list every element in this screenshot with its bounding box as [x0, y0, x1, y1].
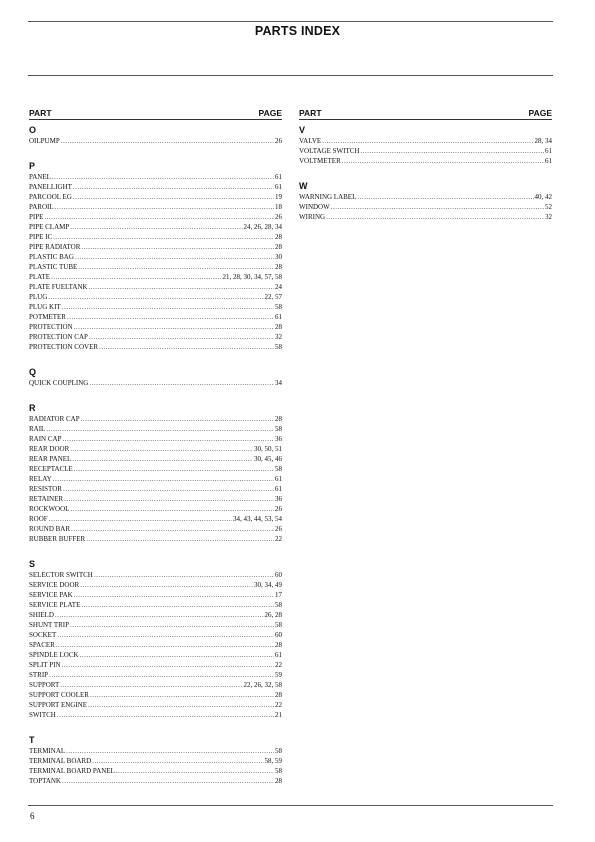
- dot-leader: [72, 454, 253, 464]
- section-letter: S: [29, 559, 36, 569]
- dot-leader: [99, 342, 274, 352]
- dot-leader: [48, 292, 263, 302]
- index-entry: [29, 292, 282, 302]
- part-name: PLUG KIT: [29, 303, 61, 311]
- part-name: RELAY: [29, 475, 52, 483]
- index-entry: [299, 136, 552, 146]
- page-references: 30, 50, 51: [254, 445, 282, 453]
- part-name: PROTECTION: [29, 323, 73, 331]
- index-entry: [29, 378, 282, 388]
- part-name: SUPPORT ENGINE: [29, 701, 87, 709]
- index-column-left: [29, 108, 282, 786]
- page-references: 28: [275, 323, 282, 331]
- section-letter: O: [29, 125, 37, 135]
- dot-leader: [57, 630, 274, 640]
- dot-leader: [60, 680, 242, 690]
- index-entry: [29, 600, 282, 610]
- page-references: 58: [275, 747, 282, 755]
- index-entry: [29, 474, 282, 484]
- page-references: 28: [275, 263, 282, 271]
- page-references: 61: [275, 475, 282, 483]
- dot-leader: [49, 514, 232, 524]
- index-section: [29, 124, 282, 146]
- part-name: WARNING LABEL: [299, 193, 357, 201]
- index-entry: [29, 494, 282, 504]
- page-references: 34: [275, 379, 282, 387]
- dot-leader: [116, 766, 274, 776]
- page-references: 28: [275, 777, 282, 785]
- page-references: 34, 43, 44, 53, 54: [233, 515, 282, 523]
- dot-leader: [49, 670, 274, 680]
- page-references: 28: [275, 641, 282, 649]
- page-references: 21: [275, 711, 282, 719]
- part-name: STRIP: [29, 671, 49, 679]
- part-name: VOLTMETER: [299, 157, 341, 165]
- index-entry: [29, 136, 282, 146]
- part-name: SPINDLE LOCK: [29, 651, 79, 659]
- part-name: RECEPTACLE: [29, 465, 73, 473]
- index-entry: [29, 756, 282, 766]
- dot-leader: [70, 444, 253, 454]
- page-references: 24: [275, 283, 282, 291]
- index-entry: [29, 322, 282, 332]
- page-references: 22: [275, 535, 282, 543]
- page-references: 58: [275, 601, 282, 609]
- index-entry: [29, 630, 282, 640]
- part-name: SUPPORT COOLER: [29, 691, 89, 699]
- index-entry: [299, 202, 552, 212]
- part-name: RUBBER BUFFER: [29, 535, 86, 543]
- part-name: ROOF: [29, 515, 48, 523]
- index-entry: [29, 454, 282, 464]
- left-sections: [29, 124, 282, 786]
- page-references: 60: [275, 631, 282, 639]
- dot-leader: [357, 192, 533, 202]
- index-entry: [29, 660, 282, 670]
- page-references: 21, 28, 30, 34, 57, 58: [222, 273, 282, 281]
- dot-leader: [89, 378, 274, 388]
- index-section: [29, 160, 282, 352]
- page-references: 28: [275, 243, 282, 251]
- index-entry: [29, 610, 282, 620]
- index-entry: [29, 650, 282, 660]
- dot-leader: [56, 640, 274, 650]
- page-number: 6: [30, 811, 35, 821]
- dot-leader: [74, 322, 274, 332]
- page-references: 22: [275, 701, 282, 709]
- page-references: 36: [275, 435, 282, 443]
- index-section: [29, 734, 282, 786]
- part-name: WINDOW: [299, 203, 330, 211]
- part-name: SUPPORT: [29, 681, 60, 689]
- part-name: PLASTIC TUBE: [29, 263, 78, 271]
- part-name: SOCKET: [29, 631, 57, 639]
- dot-leader: [80, 650, 274, 660]
- page-references: 18: [275, 203, 282, 211]
- part-name: REAR PANEL: [29, 455, 72, 463]
- page-references: 24, 26, 28, 34: [243, 223, 282, 231]
- top-rule: [28, 21, 553, 22]
- column-header: [299, 108, 552, 120]
- page-references: 22: [275, 661, 282, 669]
- dot-leader: [326, 212, 544, 222]
- dot-leader: [86, 534, 274, 544]
- part-name: RAIL: [29, 425, 46, 433]
- dot-leader: [62, 302, 274, 312]
- index-entry: [29, 640, 282, 650]
- page-references: 61: [275, 651, 282, 659]
- index-entry: [29, 434, 282, 444]
- page-references: 61: [275, 183, 282, 191]
- index-entry: [29, 424, 282, 434]
- dot-leader: [62, 660, 274, 670]
- part-name: PIPE IC: [29, 233, 53, 241]
- page-references: 58: [275, 343, 282, 351]
- page-references: 30, 45, 46: [254, 455, 282, 463]
- dot-leader: [89, 332, 274, 342]
- dot-leader: [89, 282, 275, 292]
- index-section: [299, 180, 552, 222]
- index-entry: [29, 766, 282, 776]
- part-name: QUICK COUPLING: [29, 379, 89, 387]
- index-entry: [29, 690, 282, 700]
- index-entry: [29, 182, 282, 192]
- part-name: PIPE RADIATOR: [29, 243, 81, 251]
- index-entry: [29, 242, 282, 252]
- index-entry: [29, 524, 282, 534]
- page-references: 30: [275, 253, 282, 261]
- page-references: 32: [545, 213, 552, 221]
- dot-leader: [51, 272, 222, 282]
- part-name: PANEL: [29, 173, 51, 181]
- part-name: PLATE: [29, 273, 50, 281]
- part-name: ROUND BAR: [29, 525, 71, 533]
- part-name: PROTECTION COVER: [29, 343, 99, 351]
- part-name: PLUG: [29, 293, 48, 301]
- title-bottom-rule: [28, 75, 553, 76]
- index-entry: [299, 192, 552, 202]
- index-entry: [299, 212, 552, 222]
- page-references: 22, 57: [264, 293, 282, 301]
- dot-leader: [90, 690, 274, 700]
- index-entry: [29, 504, 282, 514]
- page-header: PAGE: [258, 108, 282, 118]
- part-name: PIPE CLAMP: [29, 223, 70, 231]
- part-name: SPLIT PIN: [29, 661, 61, 669]
- page-references: 32: [275, 333, 282, 341]
- part-name: VOLTAGE SWITCH: [299, 147, 360, 155]
- page-references: 28: [275, 691, 282, 699]
- part-name: PLATE FUELTANK: [29, 283, 88, 291]
- index-entry: [29, 282, 282, 292]
- index-entry: [29, 580, 282, 590]
- part-name: PROTECTION CAP: [29, 333, 88, 341]
- part-name: SERVICE PAK: [29, 591, 73, 599]
- index-entry: [29, 414, 282, 424]
- dot-leader: [88, 700, 274, 710]
- page-references: 59: [275, 671, 282, 679]
- dot-leader: [94, 570, 274, 580]
- page-references: 17: [275, 591, 282, 599]
- page-references: 28: [275, 415, 282, 423]
- index-entry: [29, 222, 282, 232]
- index-entry: [29, 192, 282, 202]
- index-entry: [29, 746, 282, 756]
- section-letter: P: [29, 161, 36, 171]
- section-letter: W: [299, 181, 308, 191]
- index-entry: [29, 484, 282, 494]
- page-references: 61: [275, 173, 282, 181]
- dot-leader: [44, 212, 274, 222]
- part-name: RESISTOR: [29, 485, 62, 493]
- page-references: 28: [275, 233, 282, 241]
- index-entry: [29, 464, 282, 474]
- page-references: 61: [275, 485, 282, 493]
- page-references: 19: [275, 193, 282, 201]
- page-references: 26: [275, 137, 282, 145]
- part-name: VALVE: [299, 137, 322, 145]
- page-references: 61: [545, 147, 552, 155]
- part-name: OILPUMP: [29, 137, 60, 145]
- part-name: TERMINAL BOARD PANEL: [29, 767, 115, 775]
- page-references: 58: [275, 621, 282, 629]
- part-name: PAROIL: [29, 203, 54, 211]
- part-name: SERVICE DOOR: [29, 581, 80, 589]
- dot-leader: [55, 202, 274, 212]
- index-entry: [29, 514, 282, 524]
- dot-leader: [66, 746, 274, 756]
- dot-leader: [57, 710, 274, 720]
- dot-leader: [67, 312, 274, 322]
- part-name: SPACER: [29, 641, 55, 649]
- page-references: 52: [545, 203, 552, 211]
- page-references: 60: [275, 571, 282, 579]
- section-letter: V: [299, 125, 306, 135]
- index-entry: [29, 710, 282, 720]
- page-references: 40, 42: [534, 193, 552, 201]
- column-header: [29, 108, 282, 120]
- page-references: 28, 34: [534, 137, 552, 145]
- index-entry: [29, 534, 282, 544]
- index-column-right: [299, 108, 552, 222]
- dot-leader: [75, 252, 274, 262]
- index-entry: [29, 262, 282, 272]
- section-letter: R: [29, 403, 36, 413]
- part-name: PIPE: [29, 213, 44, 221]
- index-entry: [299, 146, 552, 156]
- dot-leader: [55, 610, 264, 620]
- dot-leader: [74, 464, 274, 474]
- index-entry: [29, 700, 282, 710]
- index-entry: [29, 332, 282, 342]
- dot-leader: [73, 192, 274, 202]
- page-references: 26: [275, 505, 282, 513]
- dot-leader: [61, 136, 274, 146]
- dot-leader: [74, 590, 274, 600]
- part-name: RETAINER: [29, 495, 64, 503]
- dot-leader: [53, 232, 274, 242]
- part-name: WIRING: [299, 213, 326, 221]
- index-entry: [29, 202, 282, 212]
- right-sections: [299, 124, 552, 222]
- page-references: 58: [275, 465, 282, 473]
- index-entry: [29, 312, 282, 322]
- part-name: SWITCH: [29, 711, 56, 719]
- index-entry: [29, 570, 282, 580]
- part-header: PART: [29, 108, 52, 118]
- part-name: POTMETER: [29, 313, 66, 321]
- index-entry: [29, 252, 282, 262]
- dot-leader: [70, 620, 274, 630]
- section-letter: Q: [29, 367, 37, 377]
- page-references: 30, 34, 49: [254, 581, 282, 589]
- part-name: RADIATOR CAP: [29, 415, 80, 423]
- index-entry: [299, 156, 552, 166]
- index-entry: [29, 272, 282, 282]
- index-entry: [29, 302, 282, 312]
- dot-leader: [62, 776, 274, 786]
- index-entry: [29, 680, 282, 690]
- part-name: PARCOOL EG: [29, 193, 72, 201]
- dot-leader: [52, 172, 274, 182]
- index-entry: [29, 776, 282, 786]
- page-title: PARTS INDEX: [254, 24, 341, 38]
- page-references: 61: [545, 157, 552, 165]
- page-references: 58: [275, 425, 282, 433]
- page-references: 58: [275, 303, 282, 311]
- dot-leader: [81, 242, 274, 252]
- part-name: TOPTANK: [29, 777, 61, 785]
- part-name: TERMINAL: [29, 747, 66, 755]
- dot-leader: [360, 146, 544, 156]
- part-name: RAIN CAP: [29, 435, 62, 443]
- dot-leader: [81, 414, 274, 424]
- part-name: PLASTIC BAG: [29, 253, 74, 261]
- part-name: SERVICE PLATE: [29, 601, 81, 609]
- index-entry: [29, 232, 282, 242]
- footer-rule: [28, 805, 553, 806]
- page-references: 58: [275, 767, 282, 775]
- dot-leader: [71, 524, 274, 534]
- index-entry: [29, 620, 282, 630]
- page-references: 36: [275, 495, 282, 503]
- dot-leader: [81, 600, 274, 610]
- dot-leader: [70, 222, 242, 232]
- index-entry: [29, 670, 282, 680]
- dot-leader: [331, 202, 544, 212]
- dot-leader: [80, 580, 253, 590]
- part-name: REAR DOOR: [29, 445, 70, 453]
- index-section: [299, 124, 552, 166]
- dot-leader: [63, 484, 274, 494]
- part-name: SHIELD: [29, 611, 54, 619]
- part-header: PART: [299, 108, 322, 118]
- index-entry: [29, 172, 282, 182]
- part-name: PANELLIGHT: [29, 183, 72, 191]
- index-section: [29, 366, 282, 388]
- part-name: TERMINAL BOARD: [29, 757, 92, 765]
- dot-leader: [322, 136, 533, 146]
- section-letter: T: [29, 735, 35, 745]
- index-section: [29, 558, 282, 720]
- dot-leader: [92, 756, 263, 766]
- dot-leader: [78, 262, 274, 272]
- index-entry: [29, 342, 282, 352]
- dot-leader: [64, 494, 274, 504]
- page-references: 26, 28: [264, 611, 282, 619]
- index-entry: [29, 212, 282, 222]
- part-name: ROCKWOOL: [29, 505, 70, 513]
- dot-leader: [342, 156, 544, 166]
- page-references: 58, 59: [264, 757, 282, 765]
- page-references: 22, 26, 32, 58: [243, 681, 282, 689]
- dot-leader: [62, 434, 274, 444]
- index-entry: [29, 444, 282, 454]
- part-name: SELECTOR SWITCH: [29, 571, 93, 579]
- dot-leader: [73, 182, 274, 192]
- page-references: 61: [275, 313, 282, 321]
- dot-leader: [70, 504, 274, 514]
- page-references: 26: [275, 213, 282, 221]
- part-name: SHUNT TRIP: [29, 621, 70, 629]
- page-references: 26: [275, 525, 282, 533]
- index-entry: [29, 590, 282, 600]
- dot-leader: [53, 474, 274, 484]
- dot-leader: [46, 424, 274, 434]
- index-section: [29, 402, 282, 544]
- page-header: PAGE: [528, 108, 552, 118]
